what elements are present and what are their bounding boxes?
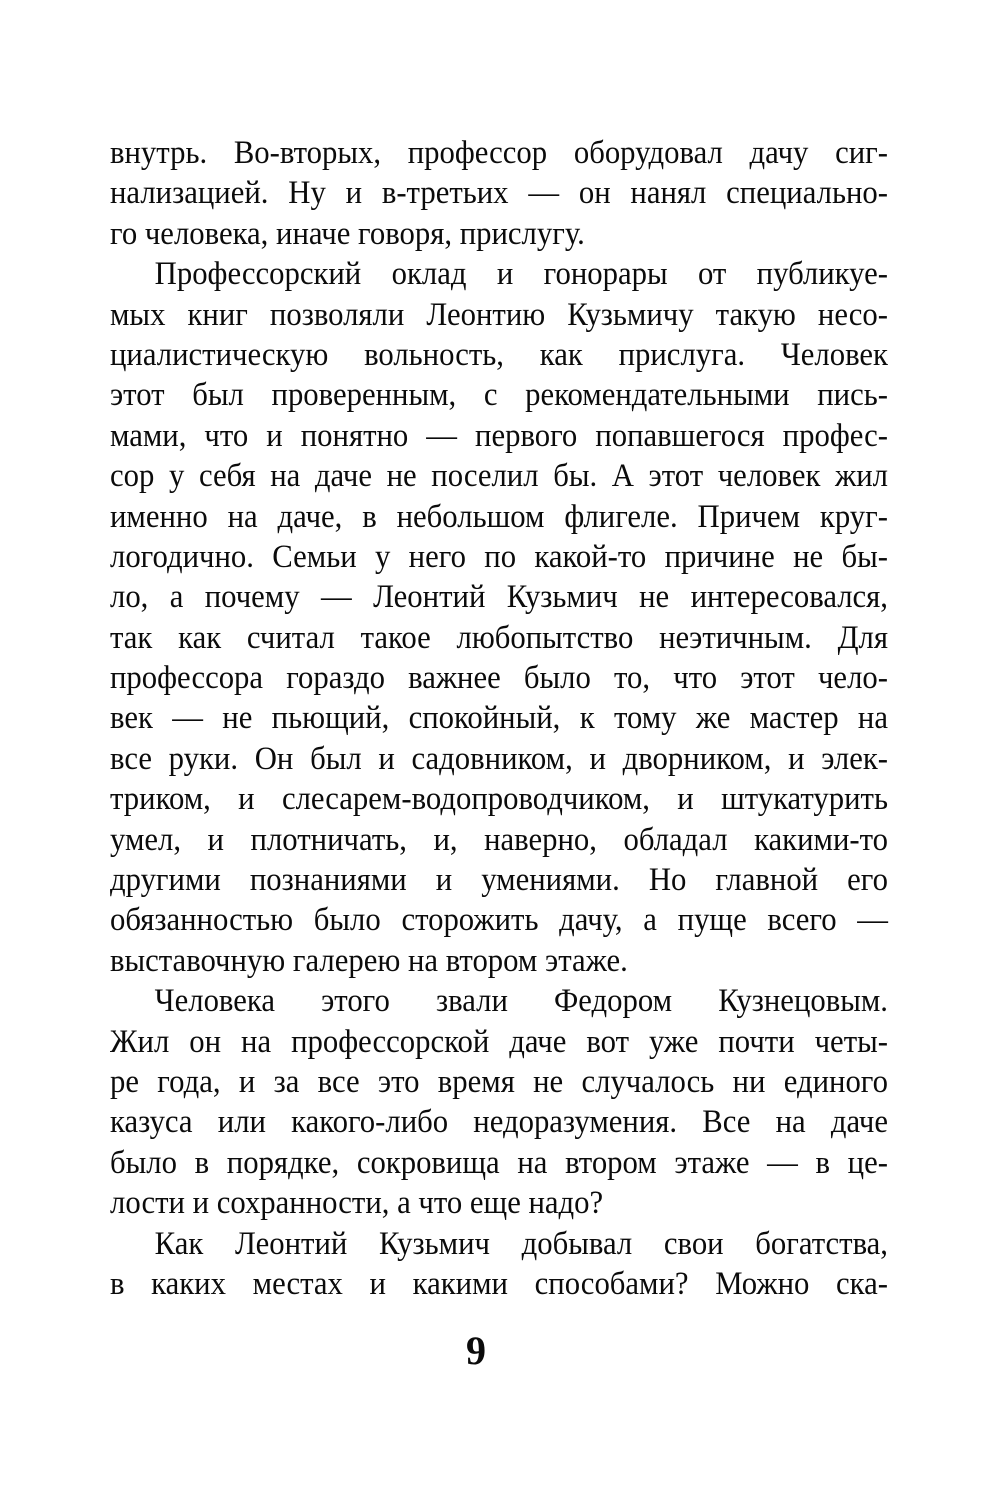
text-line: Профессорский оклад и гонорары от публикуе-	[154, 256, 888, 293]
text-line: Как Леонтий Кузьмич добывал свои богатства,	[154, 1225, 888, 1262]
text-line: ре года, и за все это время не случалось ни единого	[110, 1063, 888, 1100]
text-line: профессора гораздо важнее было то, что этот чело-	[110, 660, 888, 697]
text-line: ло, а почему — Леонтий Кузьмич не интересовался,	[110, 579, 888, 616]
text-line: все руки. Он был и садовником, и дворником, и элек-	[110, 740, 888, 777]
text-line: обязанностью было сторожить дачу, а пуще всего —	[110, 902, 888, 939]
text-line: выставочную галерею на втором этаже.	[110, 942, 628, 979]
text-line: умел, и плотничать, и, наверно, обладал какими-то	[110, 821, 888, 858]
text-line: Человека этого звали Федором Кузнецовым.	[154, 983, 888, 1020]
page-text	[110, 133, 888, 1304]
text-line: так как считал такое любопытство неэтичным. Для	[110, 619, 888, 656]
text-line: мами, что и понятно — первого попавшегося профес-	[110, 417, 888, 454]
text-line: Жил он на профессорской даче вот уже почти четы-	[110, 1023, 888, 1060]
text-line: сор у себя на даче не поселил бы. А этот человек жил	[110, 458, 888, 495]
text-line: логодично. Семьи у него по какой-то причине не бы-	[110, 538, 888, 575]
text-line: лости и сохранности, а что еще надо?	[110, 1185, 604, 1222]
text-line: другими познаниями и умениями. Но главной его	[110, 862, 888, 899]
text-line: этот был проверенным, с рекомендательными пись-	[110, 377, 888, 414]
text-line: нализацией. Ну и в-третьих — он нанял специально-	[110, 175, 888, 212]
text-line: триком, и слесарем-водопроводчиком, и штукатурить	[110, 781, 888, 818]
page-number: 9	[466, 1328, 486, 1373]
text-line: го человека, иначе говоря, прислугу.	[110, 215, 585, 252]
text-line: было в порядке, сокровища на втором этаже — в це-	[110, 1144, 888, 1181]
text-line: мых книг позволяли Леонтию Кузьмичу такую несо-	[110, 296, 888, 333]
text-line: казуса или какого-либо недоразумения. Все на даче	[110, 1104, 888, 1141]
text-line: век — не пьющий, спокойный, к тому же мастер на	[110, 700, 888, 737]
text-line: внутрь. Во-вторых, профессор оборудовал дачу сиг-	[110, 135, 888, 171]
text-line: в каких местах и какими способами? Можно ска-	[110, 1265, 888, 1302]
text-line: именно на даче, в небольшом флигеле. Причем круг-	[110, 498, 888, 535]
text-line: циалистическую вольность, как прислуга. Человек	[110, 336, 888, 373]
